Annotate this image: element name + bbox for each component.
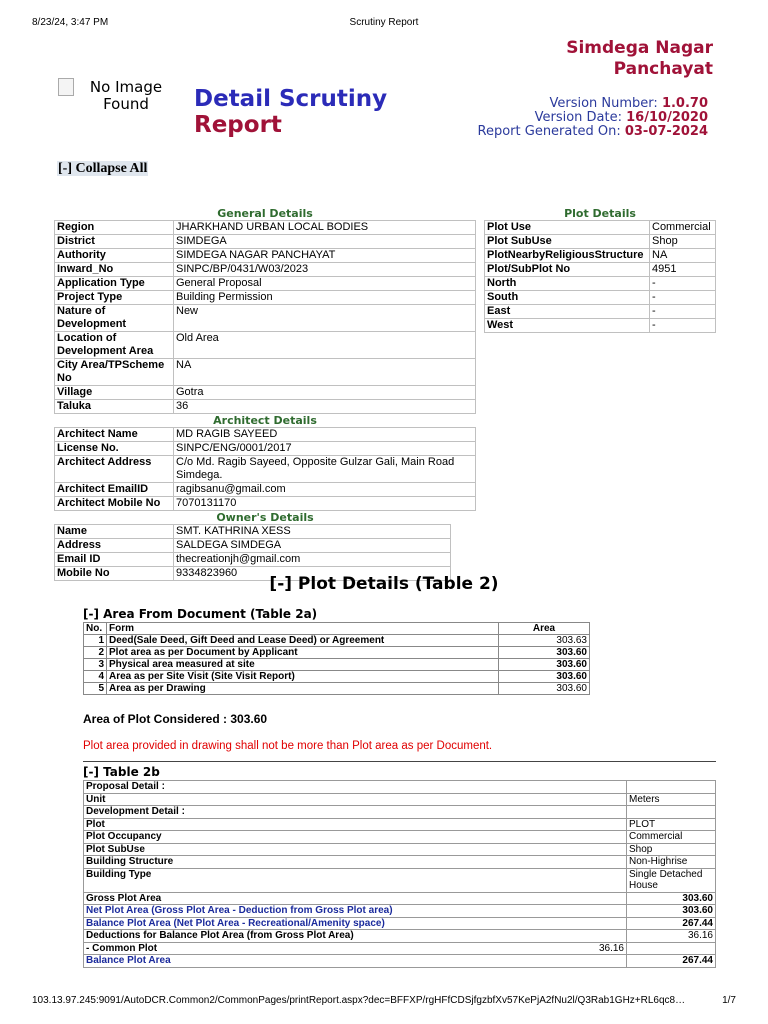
kv-key: License No. [55, 442, 174, 456]
row-label-text: Proposal Detail : [86, 781, 165, 792]
row-label-text: Balance Plot Area (Net Plot Area - Recreational/Amenity space) [86, 917, 385, 929]
row-value: 36.16 [627, 930, 716, 943]
column-header: Area [499, 623, 590, 635]
version-info [478, 97, 708, 139]
kv-row [55, 386, 476, 400]
row-label-text: Balance Plot Area [86, 955, 171, 966]
kv-value: C/o Md. Ragib Sayeed, Opposite Gulzar Gali, Main Road Simdega. [174, 456, 476, 483]
architect-details-heading: Architect Details [213, 414, 317, 427]
table-row [84, 793, 716, 806]
row-label [84, 868, 627, 892]
kv-value: SIMDEGA [174, 235, 476, 249]
kv-key: East [485, 305, 650, 319]
row-label [84, 818, 627, 831]
table2b-heading[interactable]: [-] Table 2b [83, 765, 160, 779]
table2a-heading[interactable]: [-] Area From Document (Table 2a) [83, 607, 318, 621]
table-row [84, 781, 716, 794]
kv-key: City Area/TPScheme No [55, 359, 174, 386]
column-header: Form [107, 623, 499, 635]
kv-key: Architect Name [55, 428, 174, 442]
kv-key: District [55, 235, 174, 249]
row-number: 3 [84, 659, 107, 671]
row-number: 4 [84, 671, 107, 683]
kv-row [55, 428, 476, 442]
row-value: 267.44 [627, 955, 716, 968]
table-row [84, 892, 716, 905]
general-details-table [54, 220, 476, 414]
kv-row [55, 249, 476, 263]
row-label [84, 905, 627, 918]
table-row [84, 659, 590, 671]
version-date: 16/10/2020 [626, 110, 708, 125]
kv-row [55, 359, 476, 386]
kv-value: Old Area [174, 332, 476, 359]
print-page-title: Scrutiny Report [349, 17, 419, 28]
row-inner-value: 36.16 [598, 942, 624, 954]
kv-row [55, 332, 476, 359]
kv-key: West [485, 319, 650, 333]
general-details-heading: General Details [217, 207, 313, 220]
kv-key: Application Type [55, 277, 174, 291]
org-name-line2: Panchayat [613, 59, 713, 79]
row-label-text: Plot Occupancy [86, 831, 162, 842]
row-label-text: Building Type [86, 868, 152, 880]
kv-value: Gotra [174, 386, 476, 400]
kv-value: SIMDEGA NAGAR PANCHAYAT [174, 249, 476, 263]
kv-key: Village [55, 386, 174, 400]
row-area: 303.60 [499, 683, 590, 695]
kv-row [55, 221, 476, 235]
row-form: Plot area as per Document by Applicant [107, 647, 499, 659]
kv-key: Authority [55, 249, 174, 263]
row-label [84, 843, 627, 856]
kv-row [485, 249, 716, 263]
kv-row [55, 483, 476, 497]
table-row [84, 806, 716, 819]
kv-row [55, 442, 476, 456]
kv-key: Email ID [55, 553, 174, 567]
kv-value: MD RAGIB SAYEED [174, 428, 476, 442]
kv-key: Name [55, 525, 174, 539]
version-date-label: Version Date: [534, 110, 622, 125]
row-label [84, 806, 627, 819]
row-label [84, 955, 627, 968]
row-label-text: Plot SubUse [86, 843, 145, 855]
kv-value: 7070131170 [174, 497, 476, 511]
architect-details-table [54, 427, 476, 511]
kv-value: Shop [650, 235, 716, 249]
kv-row [55, 525, 451, 539]
table-row [84, 856, 716, 869]
org-name-line1: Simdega Nagar [566, 38, 713, 58]
kv-value: thecreationjh@gmail.com [174, 553, 451, 567]
title-line1: Detail Scrutiny [194, 86, 388, 112]
row-number: 5 [84, 683, 107, 695]
kv-key: Architect Address [55, 456, 174, 483]
row-form: Physical area measured at site [107, 659, 499, 671]
kv-row [55, 277, 476, 291]
logo-placeholder [58, 78, 168, 113]
row-label-text: Development Detail : [86, 806, 185, 817]
area-considered: Area of Plot Considered : 303.60 [83, 712, 268, 726]
row-label [84, 793, 627, 806]
kv-row [485, 277, 716, 291]
generated-label: Report Generated On: [477, 124, 621, 139]
owner-details-table [54, 524, 451, 581]
title-line2: Report [194, 112, 282, 138]
table-row [84, 942, 716, 955]
row-value: 267.44 [627, 917, 716, 930]
kv-value: General Proposal [174, 277, 476, 291]
kv-row [55, 235, 476, 249]
kv-key: Architect EmailID [55, 483, 174, 497]
kv-row [55, 497, 476, 511]
plot-details-section [484, 207, 716, 333]
kv-value: - [650, 305, 716, 319]
kv-key: Project Type [55, 291, 174, 305]
table-row [84, 843, 716, 856]
table-row [84, 905, 716, 918]
row-value: Shop [627, 843, 716, 856]
kv-key: Inward_No [55, 263, 174, 277]
kv-row [55, 263, 476, 277]
version-number-label: Version Number: [549, 96, 658, 111]
kv-value: NA [174, 359, 476, 386]
row-area: 303.60 [499, 659, 590, 671]
row-label [84, 856, 627, 869]
row-label-text: Net Plot Area (Gross Plot Area - Deduction from Gross Plot area) [86, 905, 393, 916]
table-row [84, 647, 590, 659]
kv-value: 9334823960 [174, 567, 451, 581]
row-label [84, 942, 627, 955]
row-label [84, 930, 627, 943]
kv-value: NA [650, 249, 716, 263]
row-label-text: Building Structure [86, 856, 174, 867]
generated-on: 03-07-2024 [624, 124, 708, 139]
row-value: Commercial [627, 831, 716, 844]
kv-row [485, 319, 716, 333]
row-area: 303.63 [499, 635, 590, 647]
row-value [627, 806, 716, 819]
kv-value: Commercial [650, 221, 716, 235]
kv-value: - [650, 319, 716, 333]
logo-alt-line1: No Image [89, 78, 163, 96]
owner-details-heading: Owner's Details [216, 511, 314, 524]
row-form: Area as per Drawing [107, 683, 499, 695]
kv-row [55, 456, 476, 483]
kv-row [55, 305, 476, 332]
kv-value: ragibsanu@gmail.com [174, 483, 476, 497]
row-number: 2 [84, 647, 107, 659]
collapse-all-link[interactable]: [-] Collapse All [58, 161, 148, 176]
kv-key: Plot/SubPlot No [485, 263, 650, 277]
kv-value: JHARKHAND URBAN LOCAL BODIES [174, 221, 476, 235]
row-label-text: Plot [86, 818, 105, 830]
row-label-text: Unit [86, 793, 106, 805]
column-header: No. [84, 623, 107, 635]
plot-table2-heading[interactable]: [-] Plot Details (Table 2) [269, 574, 499, 594]
row-label-text: - Common Plot [86, 942, 158, 954]
kv-row [55, 291, 476, 305]
table-row [84, 683, 590, 695]
kv-key: Mobile No [55, 567, 174, 581]
kv-row [485, 235, 716, 249]
row-value: Meters [627, 793, 716, 806]
row-label-text: Gross Plot Area [86, 892, 162, 904]
kv-row [485, 291, 716, 305]
kv-value: SINPC/BP/0431/W03/2023 [174, 263, 476, 277]
row-value: Single Detached House [627, 868, 716, 892]
table-row [84, 818, 716, 831]
version-number: 1.0.70 [661, 96, 708, 111]
kv-key: Nature of Development [55, 305, 174, 332]
table-row [84, 955, 716, 968]
table2b [83, 780, 716, 968]
kv-value: - [650, 291, 716, 305]
kv-key: Architect Mobile No [55, 497, 174, 511]
row-form: Area as per Site Visit (Site Visit Report) [107, 671, 499, 683]
kv-key: Plot SubUse [485, 235, 650, 249]
kv-value: SALDEGA SIMDEGA [174, 539, 451, 553]
kv-key: PlotNearbyReligiousStructure [485, 249, 650, 263]
kv-value: - [650, 277, 716, 291]
area-table-header [84, 623, 590, 635]
logo-alt-line2: Found [103, 95, 149, 113]
row-value: Non-Highrise [627, 856, 716, 869]
table-row [84, 930, 716, 943]
row-area: 303.60 [499, 671, 590, 683]
kv-row [55, 400, 476, 414]
kv-row [485, 263, 716, 277]
table-row [84, 917, 716, 930]
print-url: 103.13.97.245:9091/AutoDCR.Common2/CommonPages/printReport.aspx?dec=BFFXP/rgHFfCDSjfgzbfXv57KePjA2fNu2l/Q3Rab1GHz+RL6qc8… [32, 995, 686, 1006]
general-details-section [54, 207, 476, 581]
row-label [84, 831, 627, 844]
table-row [84, 671, 590, 683]
kv-value: 36 [174, 400, 476, 414]
plot-details-table [484, 220, 716, 333]
kv-key: Plot Use [485, 221, 650, 235]
kv-row [485, 221, 716, 235]
row-value [627, 942, 716, 955]
table-row [84, 831, 716, 844]
kv-key: North [485, 277, 650, 291]
print-datetime: 8/23/24, 3:47 PM [32, 17, 109, 28]
kv-value: Building Permission [174, 291, 476, 305]
row-label [84, 781, 627, 794]
kv-value: New [174, 305, 476, 332]
plot-area-warning: Plot area provided in drawing shall not be more than Plot area as per Document. [83, 740, 493, 752]
row-number: 1 [84, 635, 107, 647]
row-value: 303.60 [627, 905, 716, 918]
print-page-count: 1/7 [722, 995, 736, 1006]
row-value: PLOT [627, 818, 716, 831]
kv-key: Taluka [55, 400, 174, 414]
org-name [566, 38, 713, 80]
table-row [84, 635, 590, 647]
kv-value: SINPC/ENG/0001/2017 [174, 442, 476, 456]
kv-key: South [485, 291, 650, 305]
kv-key: Region [55, 221, 174, 235]
area-from-document-table [83, 622, 590, 695]
broken-image-icon [58, 78, 74, 96]
kv-key: Address [55, 539, 174, 553]
row-form: Deed(Sale Deed, Gift Deed and Lease Deed) or Agreement [107, 635, 499, 647]
kv-row [55, 553, 451, 567]
row-value [627, 781, 716, 794]
row-label-text: Deductions for Balance Plot Area (from Gross Plot Area) [86, 930, 354, 941]
kv-value: SMT. KATHRINA XESS [174, 525, 451, 539]
row-value: 303.60 [627, 892, 716, 905]
kv-row [485, 305, 716, 319]
row-area: 303.60 [499, 647, 590, 659]
row-label [84, 892, 627, 905]
kv-value: 4951 [650, 263, 716, 277]
kv-row [55, 539, 451, 553]
kv-key: Location of Development Area [55, 332, 174, 359]
table-row [84, 868, 716, 892]
page-title [194, 86, 387, 138]
plot-details-heading: Plot Details [564, 207, 636, 220]
row-label [84, 917, 627, 930]
